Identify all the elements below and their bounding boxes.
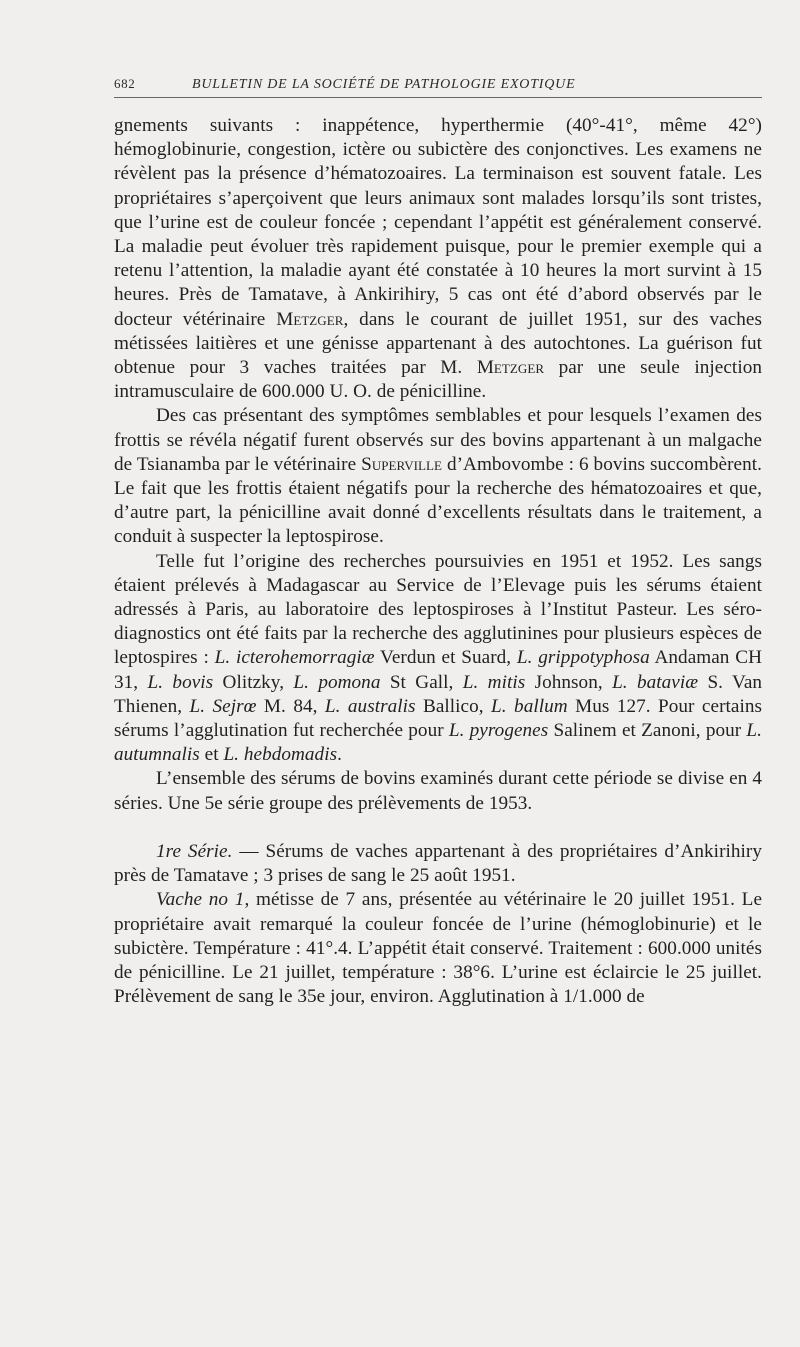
author-name: Metzger [476,357,545,379]
species-name: L. pomona [293,671,381,693]
species-name: L. icterohemorragiæ [214,647,375,669]
paragraph-first-series: 1re Série. — Sérums de vaches appartenant à des propriétaires d’Ankirihiry près de Tamatave ; 3 prises de sang le 25 août 1951. [114,840,762,887]
case-label: Vache no 1 [156,889,245,911]
species-name: L. australis [324,695,416,717]
section-gap [114,816,762,840]
running-header [114,74,762,95]
species-name: L. mitis [462,671,526,693]
author-name: Metzger [276,308,344,330]
paragraph-series-overview: L’ensemble des sérums de bovins examinés durant cette période se divise en 4 séries. Une 5e série groupe des prélèvements de 1953. [114,768,762,814]
species-name: L. grippotyphosa [516,647,650,669]
page-number: 682 [114,76,136,91]
species-name: L. Sejrœ [189,695,257,717]
paragraph-cow-1: Vache no 1, métisse de 7 ans, présentée au vétérinaire le 20 juillet 1951. Le propriétaire avait remarqué la couleur foncée de l’urine (hémoglobinurie) et le subictère. Température : 41°.4. L’appétit était conservé. Traitement : 600.000 unités de pénicilline. Le 21 juillet, température : 38°6. L’urine est éclaircie le 25 juillet. Prélèvement de sang le 35e jour, environ. Agglutination à 1/1.000 de [114,889,763,1008]
species-name: L. autumnalis [114,720,762,766]
species-name: L. bovis [147,671,214,693]
paragraph-research-origin: Telle fut l’origine des recherches poursuivies en 1951 et 1952. Les sangs étaient prélevés à Madagascar au Service de l’Elevage puis les sérums étaient adressés à Paris, au laboratoire des leptospiroses à l’Institut Pasteur. Les séro-diagnostics ont été faits par la recherche des agglutinines pour plusieurs espèces de leptospires : L. icterohemorragiæ Verdun et Suard, L. grippotyphosa Andaman CH 31, L. bovis Olitzky, L. pomona St Gall, L. mitis Johnson, L. bataviæ S. Van Thienen, L. Sejrœ M. 84, L. australis Ballico, L. ballum Mus 127. Pour certains sérums l’agglutination fut recherchée pour L. pyrogenes Salinem et Zanoni, pour L. autumnalis et L. hebdomadis. [114,550,763,766]
series-heading: 1re Série. [156,840,233,862]
species-name: L. pyrogenes [448,720,549,742]
species-name: L. bataviæ [612,671,699,693]
paragraph-negative-cases: Des cas présentant des symptômes semblables et pour lesquels l’examen des frottis se révéla négatif furent observés sur des bovins appartenant à un malgache de Tsianamba par le vétérinaire Superville d’Ambovombe : 6 bovins succombèrent. Le fait que les frottis étaient négatifs pour la recherche des hématozoaires et que, d’autre part, la pénicilline avait donné d’excellents résultats dans le traitement, a conduit à suspecter la leptospirose. [114,405,762,548]
paragraph-symptoms: gnements suivants : inappétence, hyperthermie (40°-41°, même 42°) hémoglobinurie, congestion, ictère ou subictère des conjonctives. Les examens ne révèlent pas la présence d’hématozoaires. La terminaison est souvent fatale. Les propriétaires s’aperçoivent que leurs animaux sont malades lorsqu’ils sont tristes, que l’urine est de couleur foncée ; cependant l’appétit est généralement conservé. La maladie peut évoluer très rapidement puisque, pour le premier exemple qui a retenu l’attention, la maladie ayant été constatée à 10 heures la mort survint à 15 heures. Près de Tamatave, à Ankirihiry, 5 cas ont été d’abord observés par le docteur vétérinaire Metzger, dans le courant de juillet 1951, sur des vaches métissées laitières et une génisse appartenant à des autochtones. La guérison fut obtenue pour 3 vaches traitées par M. Metzger par une seule injection intramusculaire de 600.000 U. O. de pénicilline. [114,115,762,403]
species-name: L. ballum [491,695,568,717]
header-rule [114,97,762,98]
journal-title: BULLETIN DE LA SOCIÉTÉ DE PATHOLOGIE EXOTIQUE [192,77,576,92]
species-name: L. hebdomadis [223,744,338,766]
author-name: Superville [361,453,442,475]
